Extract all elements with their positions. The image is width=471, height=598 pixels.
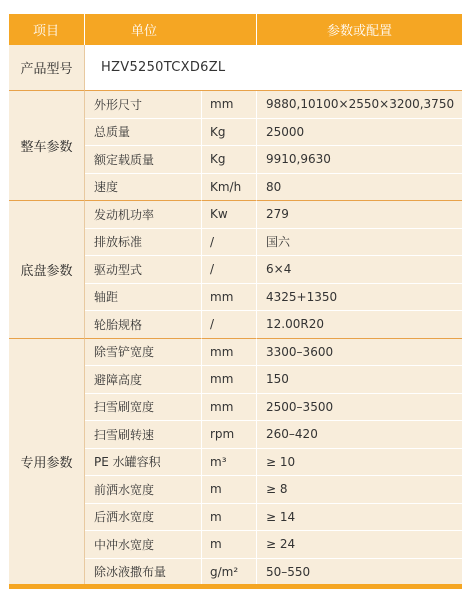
spec-table	[9, 14, 462, 586]
value-cell: 50–550	[257, 559, 462, 587]
param-cell: 发动机功率	[85, 201, 202, 229]
table-row	[9, 339, 462, 367]
param-cell: 额定载质量	[85, 146, 202, 174]
param-cell: 速度	[85, 174, 202, 202]
unit-cell: Km/h	[202, 174, 257, 202]
group-body	[9, 91, 462, 586]
value-cell: 279	[257, 201, 462, 229]
param-cell: 扫雪刷转速	[85, 421, 202, 449]
unit-cell: mm	[202, 366, 257, 394]
value-cell: ≥ 24	[257, 531, 462, 559]
model-value: HZV5250TCXD6ZL	[85, 45, 462, 91]
value-cell: 国六	[257, 229, 462, 257]
unit-cell: /	[202, 311, 257, 339]
param-cell: PE 水罐容积	[85, 449, 202, 477]
value-cell: 9880,10100×2550×3200,3750	[257, 91, 462, 119]
param-cell: 排放标准	[85, 229, 202, 257]
header-unit: 单位	[85, 14, 257, 45]
model-label: 产品型号	[9, 45, 85, 91]
param-cell: 后洒水宽度	[85, 504, 202, 532]
unit-cell: /	[202, 229, 257, 257]
unit-cell: mm	[202, 339, 257, 367]
unit-cell: mm	[202, 91, 257, 119]
param-cell: 除冰液撒布量	[85, 559, 202, 587]
param-cell: 避障高度	[85, 366, 202, 394]
unit-cell: m	[202, 531, 257, 559]
header-item: 项目	[9, 14, 85, 45]
unit-cell: /	[202, 256, 257, 284]
unit-cell: g/m²	[202, 559, 257, 587]
value-cell: ≥ 14	[257, 504, 462, 532]
group-label: 专用参数	[9, 339, 85, 587]
value-cell: 6×4	[257, 256, 462, 284]
value-cell: 3300–3600	[257, 339, 462, 367]
value-cell: 150	[257, 366, 462, 394]
unit-cell: rpm	[202, 421, 257, 449]
unit-cell: m	[202, 504, 257, 532]
header-value: 参数或配置	[257, 14, 462, 45]
value-cell: 80	[257, 174, 462, 202]
param-cell: 中冲水宽度	[85, 531, 202, 559]
value-cell: 260–420	[257, 421, 462, 449]
value-cell: 4325+1350	[257, 284, 462, 312]
unit-cell: Kg	[202, 119, 257, 147]
group-label: 整车参数	[9, 91, 85, 201]
unit-cell: m	[202, 476, 257, 504]
param-cell: 前洒水宽度	[85, 476, 202, 504]
param-cell: 外形尺寸	[85, 91, 202, 119]
unit-cell: Kg	[202, 146, 257, 174]
param-cell: 总质量	[85, 119, 202, 147]
param-cell: 扫雪刷宽度	[85, 394, 202, 422]
bottom-accent-bar	[9, 584, 462, 589]
unit-cell: mm	[202, 284, 257, 312]
value-cell: ≥ 10	[257, 449, 462, 477]
unit-cell: m³	[202, 449, 257, 477]
value-cell: 9910,9630	[257, 146, 462, 174]
param-cell: 驱动型式	[85, 256, 202, 284]
table-row	[9, 201, 462, 229]
param-cell: 轮胎规格	[85, 311, 202, 339]
value-cell: 2500–3500	[257, 394, 462, 422]
param-cell: 轴距	[85, 284, 202, 312]
value-cell: 12.00R20	[257, 311, 462, 339]
spec-sheet	[9, 14, 462, 586]
value-cell: ≥ 8	[257, 476, 462, 504]
model-row	[9, 45, 462, 91]
header-row	[9, 14, 462, 45]
group-label: 底盘参数	[9, 201, 85, 339]
unit-cell: Kw	[202, 201, 257, 229]
param-cell: 除雪铲宽度	[85, 339, 202, 367]
unit-cell: mm	[202, 394, 257, 422]
table-row	[9, 91, 462, 119]
value-cell: 25000	[257, 119, 462, 147]
